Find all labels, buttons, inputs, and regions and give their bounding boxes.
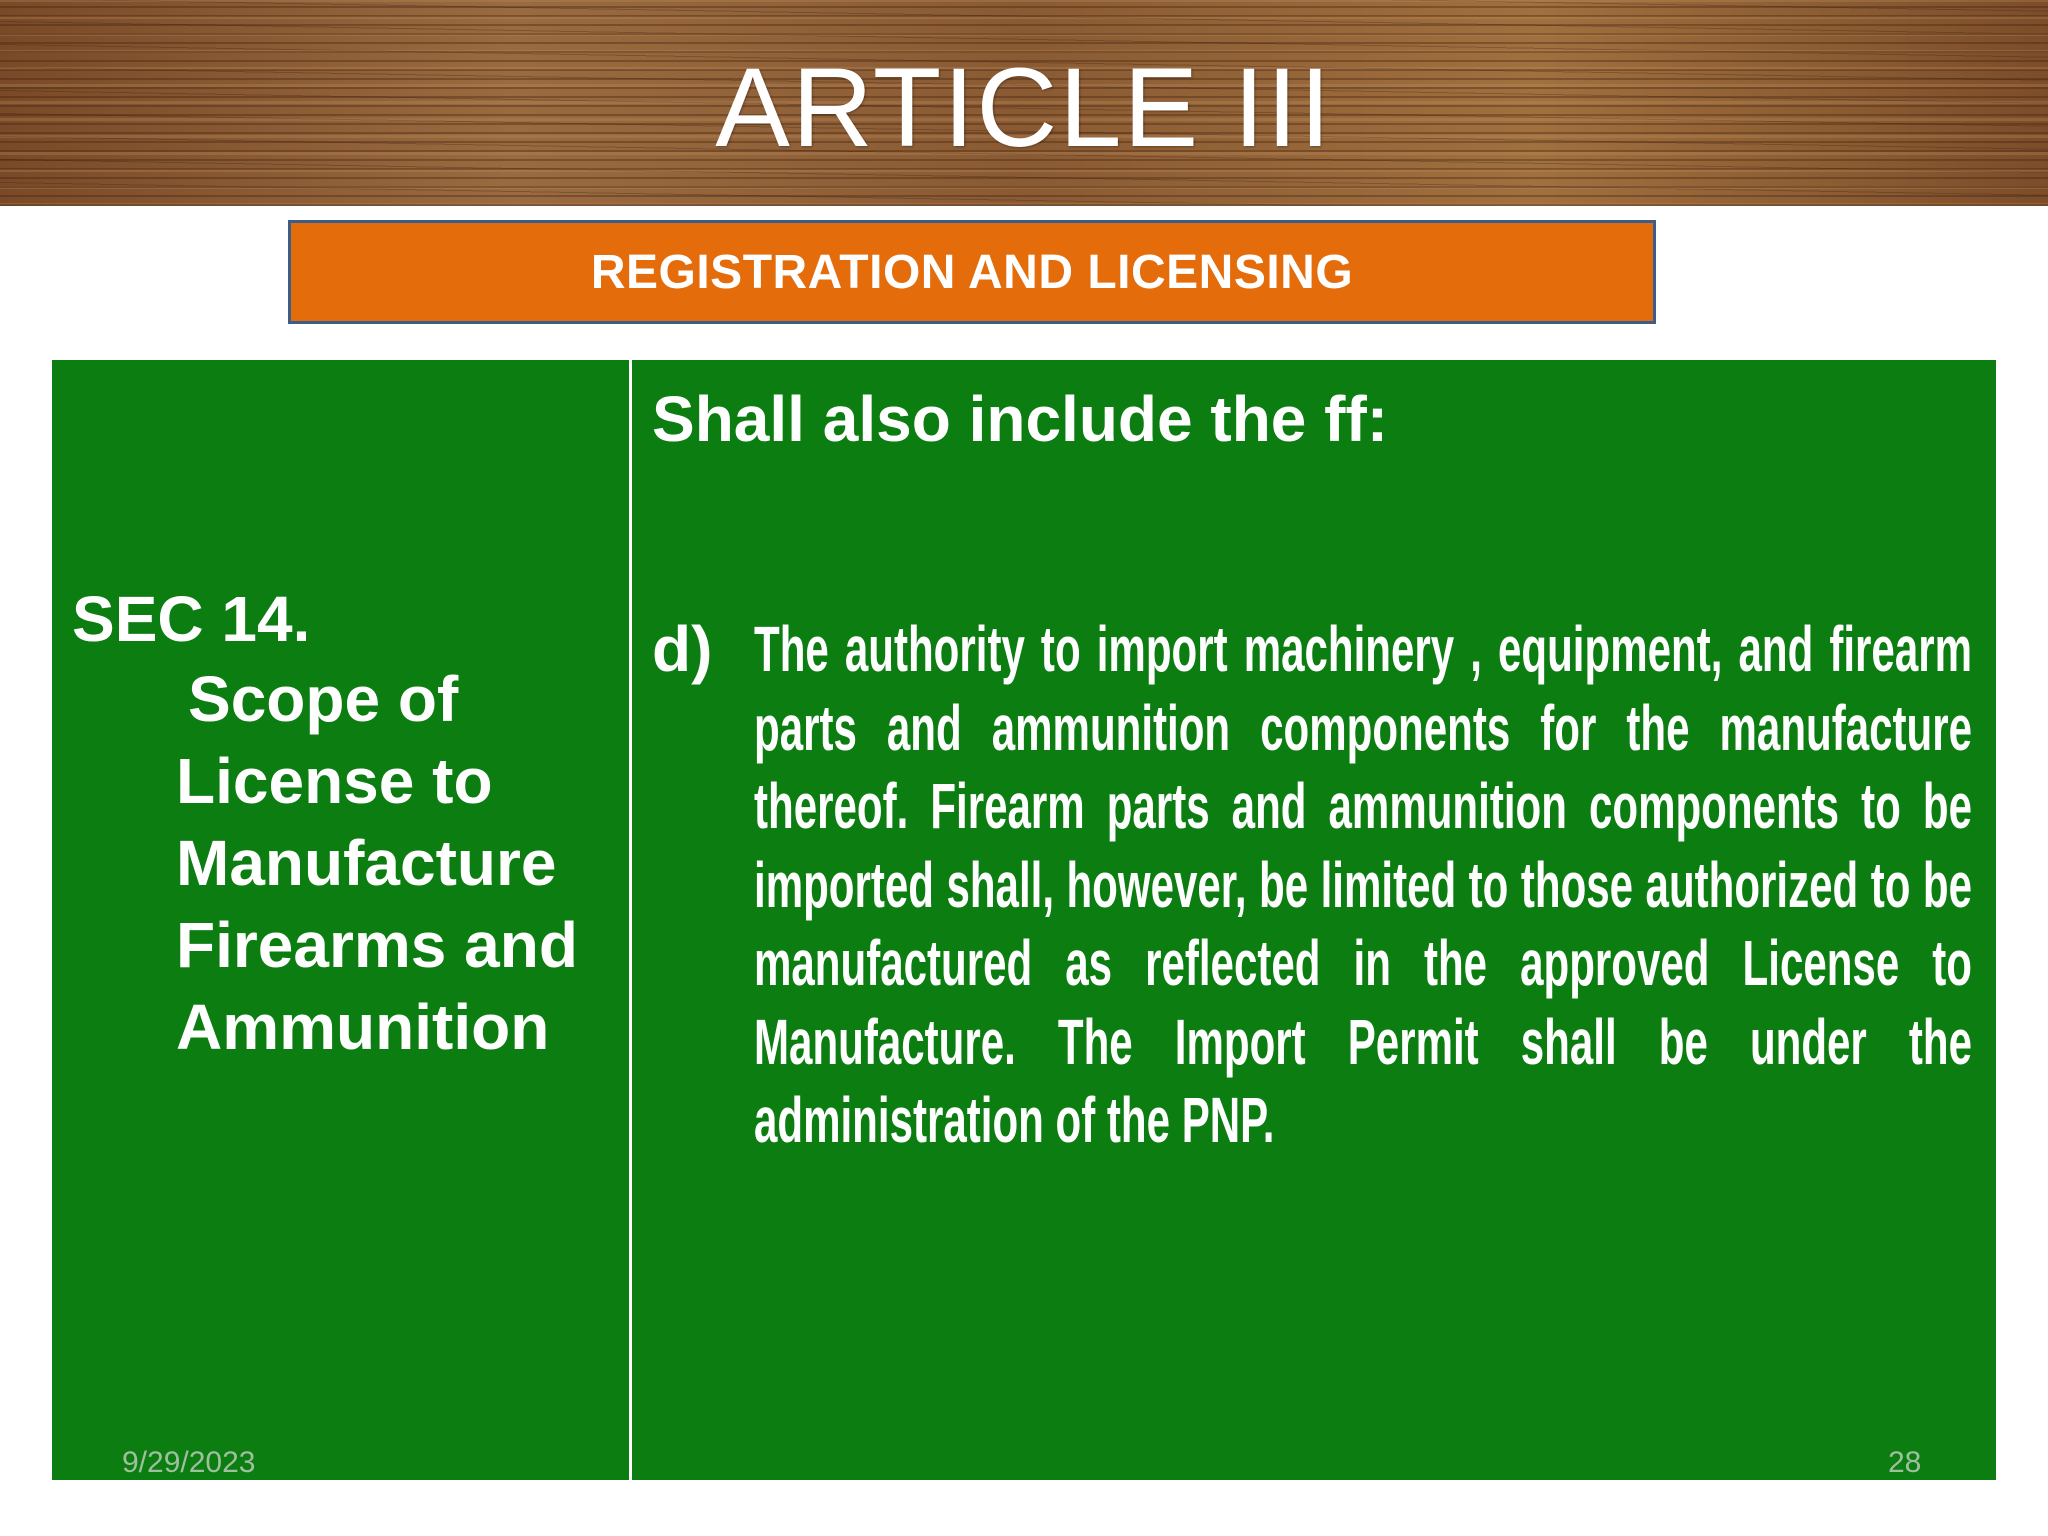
page-number: 28 (1888, 1446, 1922, 1479)
list-item-text: The authority to import machinery , equipment, and firearm parts and ammunition components for the manufacture thereof. Firearm parts and ammunition components to be imported shall, however, be limited to those authorized to be manufactured as reflected in the approved License to Manufacture. The Import Permit shall be under the administration of the PNP. (754, 613, 1972, 1156)
section-title-line: Firearms and (176, 909, 578, 981)
content-table (52, 360, 1996, 1480)
subtitle-text: REGISTRATION AND LICENSING (590, 245, 1354, 299)
footer-date: 9/29/2023 (122, 1446, 256, 1479)
list-item-marker: d) (652, 613, 713, 685)
intro-text: Shall also include the ff: (652, 383, 1389, 455)
section-heading-cell (52, 360, 632, 1480)
section-title (176, 658, 626, 1068)
section-number: SEC 14. (72, 583, 311, 655)
slide-title: ARTICLE III (715, 45, 1333, 170)
section-title-line: License to (176, 745, 493, 817)
section-title-line: Scope of (188, 663, 459, 735)
subtitle-bar (288, 220, 1656, 324)
section-title-line: Manufacture (176, 827, 557, 899)
section-title-line: Ammunition (176, 991, 550, 1063)
section-content-cell (632, 360, 1996, 1480)
